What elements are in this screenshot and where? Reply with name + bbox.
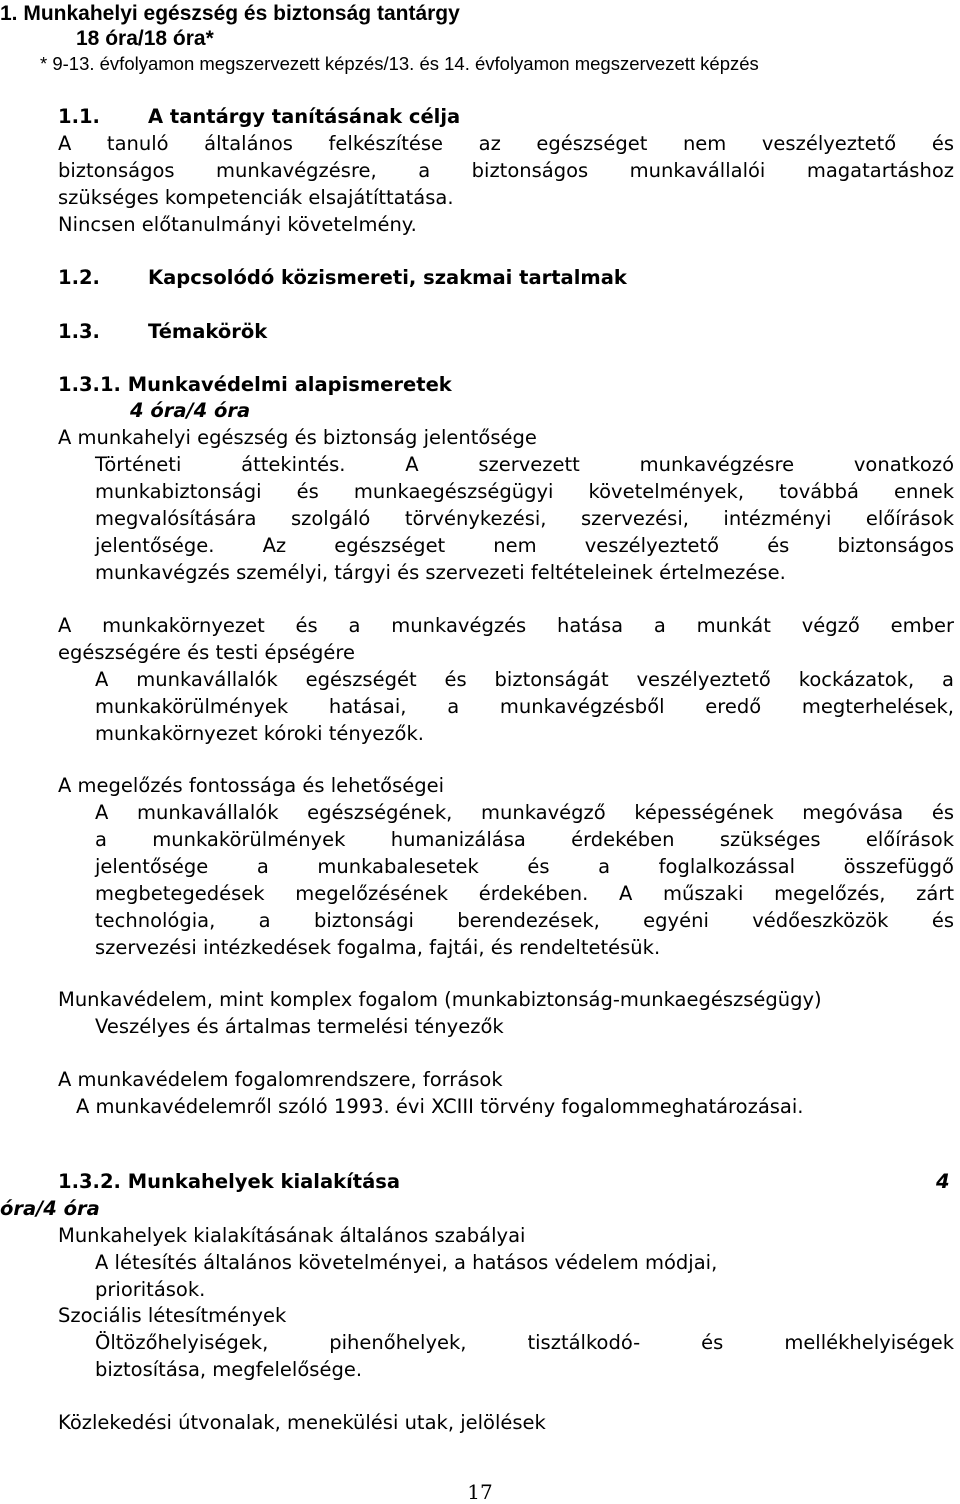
subtopic-title: A munkahelyi egészség és biztonság jelentősége: [58, 426, 537, 449]
paragraph-line: A munkavédelemről szóló 1993. évi XCIII törvény fogalommeghatározásai.: [76, 1095, 804, 1118]
paragraph-line: megvalósítására szolgáló törvénykezési, szervezési, intézményi előírások: [95, 507, 954, 530]
paragraph-line: jelentősége a munkabalesetek és a foglalkozással összefüggő: [95, 855, 954, 878]
paragraph-line: Veszélyes és ártalmas termelési tényezők: [95, 1015, 504, 1038]
paragraph-line: A létesítés általános követelményei, a hatásos védelem módjai,: [95, 1251, 718, 1274]
topic-1-3-1-hours: 4 óra/4 óra: [130, 399, 251, 422]
subject-title: 1. Munkahelyi egészség és biztonság tantárgy: [0, 2, 460, 25]
paragraph-line: biztonságos munkavégzésre, a biztonságos munkavállalói magatartáshoz: [58, 159, 954, 182]
paragraph-line: a munkakörülmények humanizálása érdekében szükséges előírások: [95, 828, 954, 851]
subject-hours: 18 óra/18 óra*: [76, 27, 214, 50]
section-1-3-heading: [58, 318, 267, 345]
section-title: A tantárgy tanításának célja: [148, 105, 461, 128]
paragraph-line: munkavégzés személyi, tárgyi és szervezeti feltételeinek értelmezése.: [95, 561, 786, 584]
topic-1-3-2-title: 1.3.2. Munkahelyek kialakítása: [58, 1170, 401, 1193]
section-1-1-heading: [58, 103, 460, 130]
subtopic-title: A munkavédelem fogalomrendszere, források: [58, 1068, 503, 1091]
paragraph-line: megbetegedések megelőzésének érdekében. A műszaki megelőzés, zárt: [95, 882, 954, 905]
subtopic-title: A megelőzés fontossága és lehetőségei: [58, 774, 445, 797]
topic-1-3-2-hours: óra/4 óra: [0, 1197, 100, 1220]
page-number: 17: [467, 1480, 493, 1504]
section-title: Kapcsolódó közismereti, szakmai tartalmak: [148, 266, 627, 289]
subtopic-title: Munkavédelem, mint komplex fogalom (munkabiztonság-munkaegészségügy): [58, 988, 822, 1011]
paragraph-line: szervezési intézkedések fogalma, fajtái, és rendeltetésük.: [95, 936, 661, 959]
paragraph-line: Nincsen előtanulmányi követelmény.: [58, 213, 417, 236]
paragraph-line: munkakörülmények hatásai, a munkavégzésből eredő megterhelések,: [95, 695, 954, 718]
section-number: 1.3.: [58, 320, 100, 343]
subject-note: * 9-13. évfolyamon megszervezett képzés/13. és 14. évfolyamon megszervezett képzés: [40, 53, 759, 74]
subtopic-title: A munkakörnyezet és a munkavégzés hatása a munkát végző ember: [58, 614, 954, 637]
section-number: 1.1.: [58, 105, 100, 128]
section-number: 1.2.: [58, 266, 100, 289]
subtopic-title: Szociális létesítmények: [58, 1304, 287, 1327]
section-1-2-heading: [58, 264, 627, 291]
paragraph-line: Történeti áttekintés. A szervezett munkavégzésre vonatkozó: [95, 453, 954, 476]
paragraph-line: munkabiztonsági és munkaegészségügyi követelmények, továbbá ennek: [95, 480, 954, 503]
paragraph-line: Öltözőhelyiségek, pihenőhelyek, tisztálkodó- és mellékhelyiségek: [95, 1331, 954, 1354]
paragraph-line: A tanuló általános felkészítése az egészséget nem veszélyeztető és: [58, 132, 954, 155]
topic-1-3-1-title: 1.3.1. Munkavédelmi alapismeretek: [58, 373, 452, 396]
subtopic-title: Munkahelyek kialakításának általános szabályai: [58, 1224, 526, 1247]
subtopic-title: egészségére és testi épségére: [58, 641, 355, 664]
paragraph-line: jelentősége. Az egészséget nem veszélyeztető és biztonságos: [95, 534, 954, 557]
paragraph-line: technológia, a biztonsági berendezések, egyéni védőeszközök és: [95, 909, 954, 932]
paragraph-line: munkakörnyezet kóroki tényezők.: [95, 722, 424, 745]
section-title: Témakörök: [148, 320, 268, 343]
paragraph-line: prioritások.: [95, 1278, 206, 1301]
topic-1-3-2-hours-number: 4: [936, 1170, 950, 1193]
paragraph-line: biztosítása, megfelelősége.: [95, 1358, 363, 1381]
subtopic-title: Közlekedési útvonalak, menekülési utak, jelölések: [58, 1411, 546, 1434]
paragraph-line: szükséges kompetenciák elsajátíttatása.: [58, 186, 454, 209]
paragraph-line: A munkavállalók egészségének, munkavégző képességének megóvása és: [95, 801, 954, 824]
paragraph-line: A munkavállalók egészségét és biztonságát veszélyeztető kockázatok, a: [95, 668, 954, 691]
